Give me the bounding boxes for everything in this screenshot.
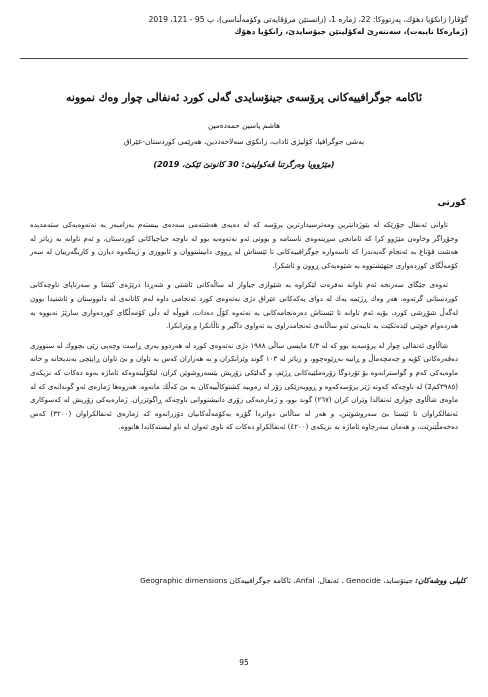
received-date: (مێژوویا وەرگرتنا ڤەكولینێ: 30 كانونێ ئێكێ، 2019)	[153, 160, 335, 169]
abstract-paragraph: شاڵاوی ئەنفالی چوار لە پرۆسەیە بوو كە لە ٤/٣ مایسی ساڵی ١٩٨٨ دژی نەتەوەی كورد لە هەردوو بەری ڕاست وچەپی زێی بچووك لە سنووری دەڤەرەكانی كۆیە و چەمچەماڵ و ڕانیە بەڕێوەچوو، و زیاتر لە ١٠٣ گوند وێرانكران و بە هەزاران كەس بە تاوان و بێ تاوان ڕاپێچی بەندیخانە و خانە ماوەیەكی كەم و گواسترانەوە بۆ ئۆردوگا زۆرەملێیەكانی ڕژێم، و گەلێكی زۆریش بێسەروشوێن كران، لێكۆڵینەوەكە ئاماژە بەوە دەكات كە نزیكەی (٣٩٨٥كم2) لە ناوچەكە كەوتە ژێر پرۆسەكەوە و ڕووبەرێكی زۆر لە زەوییە كشتوكاڵییەكان بە بێ كەڵك مانەوە. هەروەها ژمارەی ئەو گوندانەی كە لە ماوەی شاڵاوی چواری ئەنفالدا وێران كران (٢٦٧) گوند بوو، و ژمارەیەكی زۆری دانیشتووانی ناوچەكە ڕاگوێزران. ژمارەیەكی زۆریش لە كەسوكاری ئەنفالكراوان تا ئێستا بێ سەروشوێنن، و هەر لە ساڵانی دواتردا گۆڕە بەكۆمەڵەكانیان دۆزرانەوە كە ژمارەی ئەنفالكراوان (٣٢٠٠) كەس دەخەمڵێنرێت، و هەمان سەرچاوە ئاماژە بە نزیكەی (٤٢٠٠) ئەنفالكراو دەكات كە ناوی ئەوان لە ناو لیستەكاندا هاتووە.	[30, 340, 458, 432]
abstract-heading: كورتی	[437, 198, 466, 208]
article-title: ئاكامە جوگرافییەكانی پرۆسەی جینۆسایدی گەلی كورد ئەنفالی چوار وەك نموونە	[66, 91, 422, 104]
journal-citation: گۆڤارا زانكۆیا دهۆك، پەرتووكا: 22، ژمارە 1، (زانستێن مرۆڤایەتی وكۆمەڵناسی)، پ 95 - 121، 2019	[148, 15, 468, 24]
journal-header	[20, 14, 468, 38]
keywords-label: كلیلی ووشەكان:	[415, 576, 466, 585]
keywords-text: جینۆساید، Genocide ، ئەنفال، Anfal، ئاكامە جوگرافییەكان Geographic dimensions	[140, 576, 413, 585]
article-author: هاشم یاسین حمەدەمین	[207, 121, 281, 130]
journal-special-issue: (ژمارەكا تایبەت)، سەنتەرێ لەكۆلینێن جیۆسایدێ، زانكۆیا دهۆك	[234, 27, 468, 36]
header-divider	[20, 58, 468, 59]
page-number: 95	[239, 658, 249, 667]
abstract-paragraph: تاوانی ئەنفال جۆرێكە لە بێوژدانترین ومەترسیدارترین پرۆسە كە لە دەیەی هەشتەمی سەدەی بیستەم بەرامبەر بە نەتەوەیەكی ستەمدیدە وخۆڕاگر وخاوەن مێژوو كرا كە ئامانجی سڕینەوەی ناسنامە و بوونی ئەو نەتەوەیە بوو لە ناوچە جیاجیاكانی كوردستان، و ئەم تاوانە بە زیاتر لە هەشت قۆناغ بە ئەنجام گەیەندرا كە ئاسەوارە جوگرافییەكانی تا ئێستاش لە ڕووی دانیشتووان و ئابووری و ژینگەوە دیارن و كاریگەرییان لە سەر كۆمەڵگای كوردەواری جێهێشتووە بە شێوەیەكی ڕوون و ئاشكرا.	[30, 220, 458, 270]
abstract-body	[30, 218, 458, 440]
keywords	[22, 576, 466, 585]
abstract-paragraph: ئەوەی جێگای سەرنجە ئەم تاوانە نەفرەت لێكراوە بە شێوازی جیاواز لە ساڵەكانی ئاشتی و شەڕدا درێژەی كێشا و سەرتاپای ناوچەكانی كوردستانی گرتەوە، هەر وەك ڕژێمە یەك لە دوای یەكەكانی عێراق دژی نەتەوەی كورد ئەنجامی داوە لەم كاتانەی لە دانووستان و ئاشتیدا بوون لەگەڵ شۆڕشی كورد، بۆیە ئەم تاوانە تا ئێستاش دەرەنجامەكانی بە نەتەوە كۆڵ دەدات، قووڵە لە دڵی كۆمەڵگای كوردەواری سازێژ نەبووە بە هەردەوام خوێنی لێدەتكێت بە تایبەتی ئەو ساڵانەی ئەنجامدراوی بە تەواوی داگیر و تاڵانكرا و وێرانكرا.	[30, 280, 458, 331]
author-affiliation: بەشی جوگرافیا، كۆلیژی ئاداب، زانكۆی سەلاحەددین، هەرێمی كوردستان-عێراق	[123, 137, 365, 146]
